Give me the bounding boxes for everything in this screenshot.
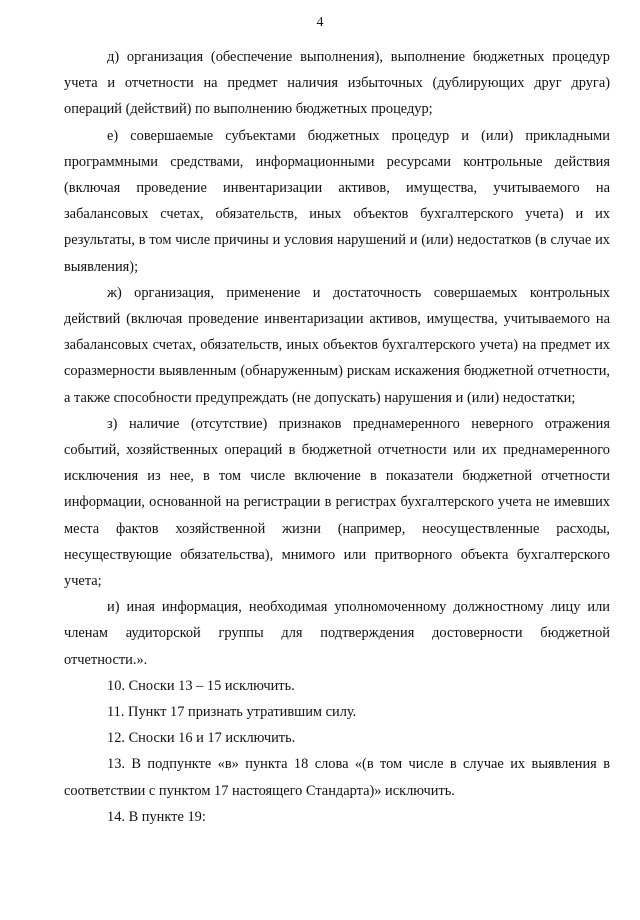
item-11: 11. Пункт 17 признать утратившим силу. — [107, 704, 357, 721]
paragraph-d: д) организация (обеспечение выполнения), выполнение бюджетных процедур учета и отчетности на предмет наличия избыточных (дублирующих друг друга) операций (действий) по выполнению бюджетных процедур; — [64, 49, 610, 118]
paragraph-e: е) совершаемые субъектами бюджетных процедур и (или) прикладными программными средствами, информационными ресурсами контрольные действия (включая проведение инвентаризации активов, имущества, учитываемого на забалансовых счетах, обязательств, иных объектов бухгалтерского учета) и их результаты, в том числе причины и условия нарушений и (или) недостатков (в случае их выявления); — [64, 127, 610, 275]
item-14: 14. В пункте 19: — [107, 808, 206, 825]
item-10: 10. Сноски 13 – 15 исключить. — [107, 677, 295, 694]
page-number: 4 — [316, 15, 324, 30]
paragraph-i: и) иная информация, необходимая уполномоченному должностному лицу или членам аудиторской группы для подтверждения достоверности бюджетной отчетности.». — [64, 599, 610, 668]
paragraph-zh: ж) организация, применение и достаточность совершаемых контрольных действий (включая проведение инвентаризации активов, имущества, учитываемого на забалансовых счетах, обязательств, иных объектов бухгалтерского учета) на предмет их соразмерности выявленным (обнаруженным) рискам искажения бюджетной отчетности, а также способности предупреждать (не допускать) нарушения и (или) недостатки; — [64, 284, 610, 406]
item-12: 12. Сноски 16 и 17 исключить. — [107, 730, 296, 747]
paragraph-z: з) наличие (отсутствие) признаков преднамеренного неверного отражения событий, хозяйственных операций в бюджетной отчетности или их преднамеренного исключения из нее, в том числе включение в показатели бюджетной отчетности информации, основанной на регистрации в регистрах бухгалтерского учета не имевших места фактов хозяйственной жизни (например, неосуществленные расходы, несуществующие обязательства), мнимого или притворного объекта бухгалтерского учета; — [64, 415, 610, 590]
document-body — [64, 44, 610, 830]
item-13: 13. В подпункте «в» пункта 18 слова «(в том числе в случае их выявления в соответствии с пунктом 17 настоящего Стандарта)» исключить. — [64, 756, 610, 799]
